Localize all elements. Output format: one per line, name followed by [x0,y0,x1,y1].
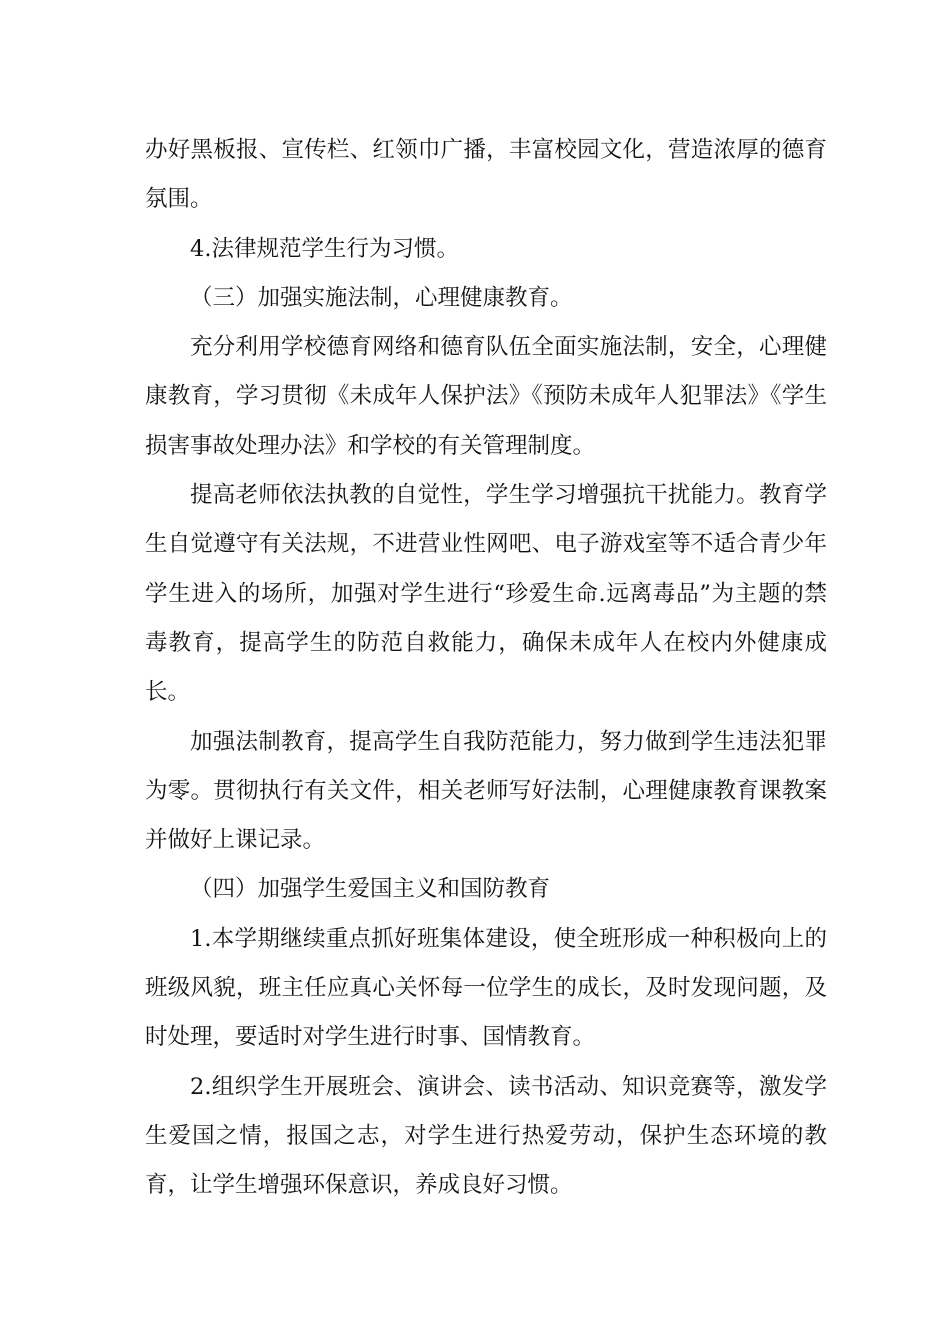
paragraph-item-2: 2.组织学生开展班会、演讲会、读书活动、知识竞赛等，激发学生爱国之情，报国之志，对学生进行热爱劳动，保护生态环境的教育，让学生增强环保意识，养成良好习惯。 [145,1073,827,1199]
paragraph-teacher-awareness: 提高老师依法执教的自觉性，学生学习增强抗干扰能力。教育学生自觉遵守有关法规，不进营业性网吧、电子游戏室等不适合青少年学生进入的场所，加强对学生进行“珍爱生命.远离毒品”为主题的禁毒教育，提高学生的防范自救能力，确保未成年人在校内外健康成长。 [145,482,827,706]
section-heading-3: （三）加强实施法制，心理健康教育。 [190,284,573,311]
paragraph-item-1: 1.本学期继续重点抓好班集体建设，使全班形成一种积极向上的班级风貌，班主任应真心关怀每一位学生的成长，及时发现问题，及时处理，要适时对学生进行时事、国情教育。 [145,925,827,1051]
paragraph-continuation: 办好黑板报、宣传栏、红领巾广播，丰富校园文化，营造浓厚的德育氛围。 [145,137,827,213]
document-body [145,126,827,1211]
paragraph-self-protection: 加强法制教育，提高学生自我防范能力，努力做到学生违法犯罪为零。贯彻执行有关文件，相关老师写好法制，心理健康教育课教案并做好上课记录。 [145,728,827,854]
section-heading-4: （四）加强学生爱国主义和国防教育 [190,876,551,903]
paragraph-item-4: 4.法律规范学生行为习惯。 [190,235,459,262]
paragraph-legal-education: 充分利用学校德育网络和德育队伍全面实施法制，安全，心理健康教育，学习贯彻《未成年人保护法》《预防未成年人犯罪法》《学生损害事故处理办法》和学校的有关管理制度。 [145,334,827,459]
